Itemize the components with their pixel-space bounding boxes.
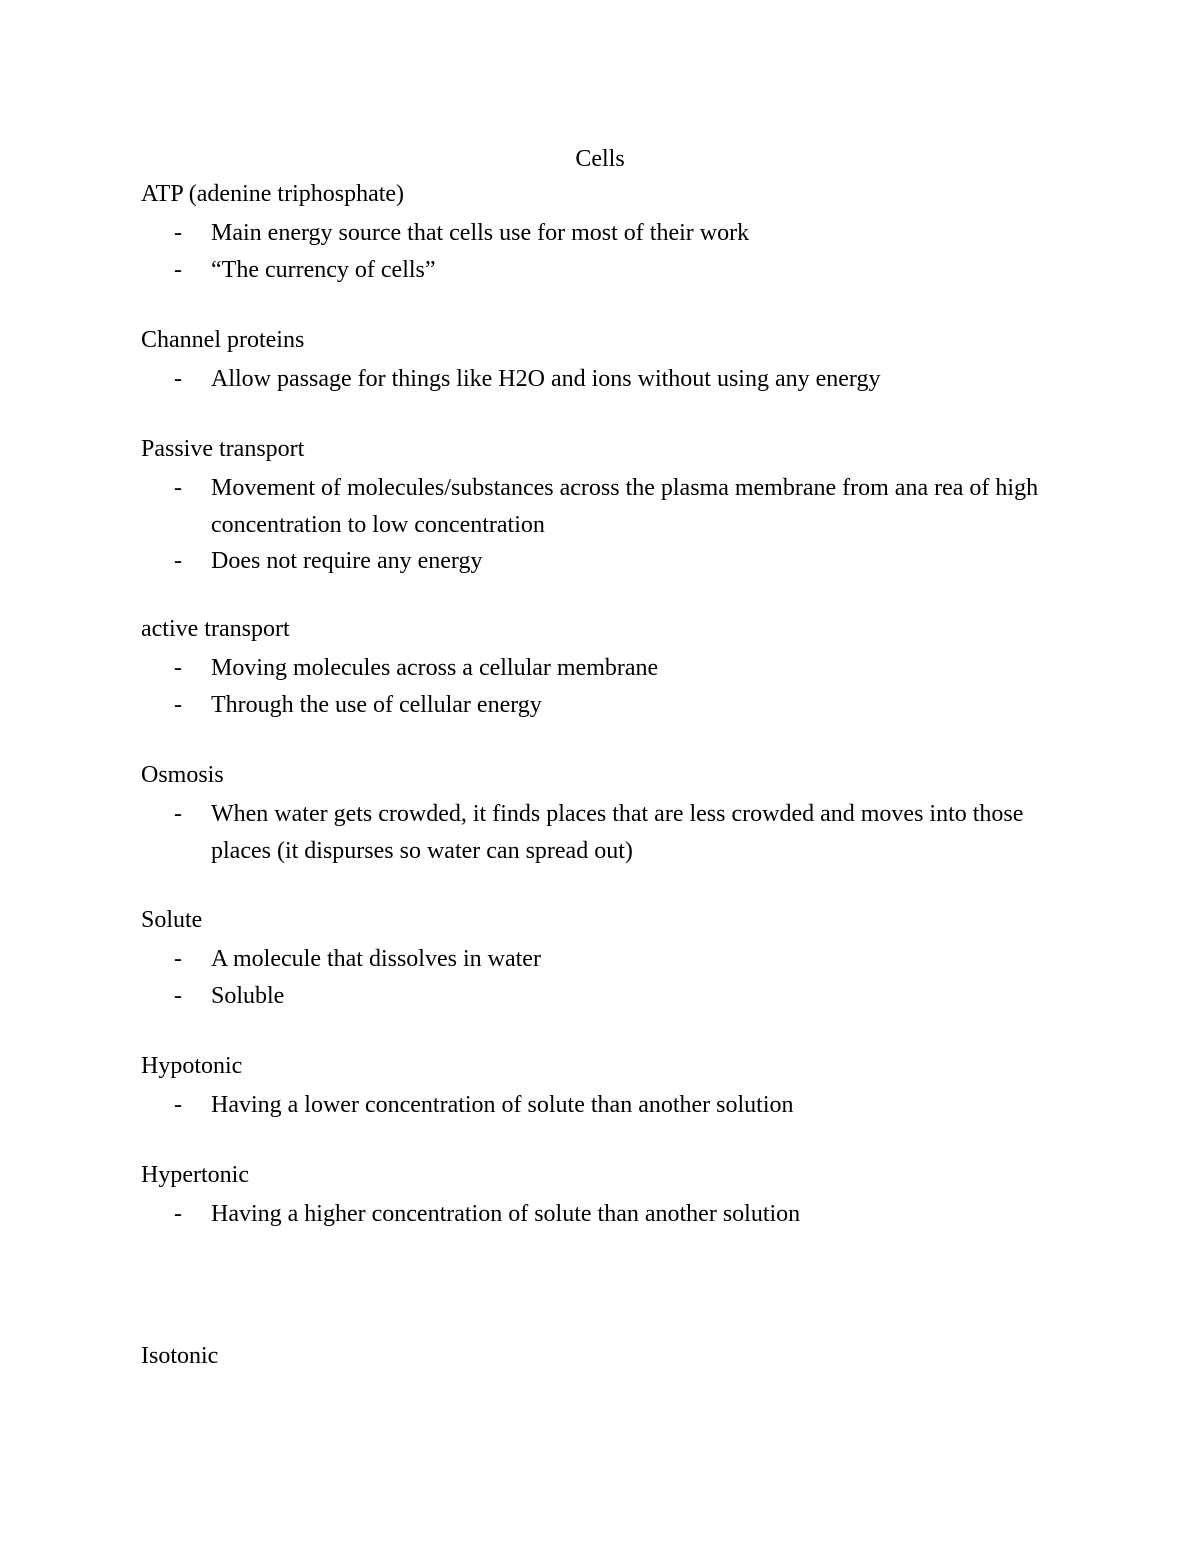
page-title: Cells	[575, 146, 625, 172]
section-heading: Passive transport	[141, 436, 305, 462]
bullet-list	[141, 796, 1061, 869]
section-heading: Isotonic	[141, 1343, 219, 1369]
bullet-dash: -	[174, 366, 182, 392]
section-heading: ATP (adenine triphosphate)	[141, 181, 405, 207]
bullet-list	[141, 941, 1061, 1014]
section-osmosis	[141, 760, 1061, 869]
list-item	[141, 1087, 1061, 1124]
list-item	[141, 796, 1061, 869]
section-heading: Channel proteins	[141, 327, 305, 353]
section-heading: Solute	[141, 907, 203, 933]
list-item-text: A molecule that dissolves in water	[211, 946, 541, 972]
bullet-list	[141, 650, 1061, 723]
bullet-dash: -	[174, 982, 182, 1009]
list-item	[141, 470, 1061, 543]
section-atp	[141, 179, 1061, 288]
list-item	[141, 543, 1061, 580]
bullet-dash: -	[174, 220, 182, 246]
bullet-list	[141, 470, 1061, 580]
bullet-list	[141, 1196, 1061, 1233]
section-passive-transport	[141, 434, 1061, 580]
section-heading: active transport	[141, 616, 290, 642]
list-item-text: Movement of molecules/substances across the plasma membrane from ana rea of high concentration to low concentration	[211, 475, 1039, 538]
list-item-text: Main energy source that cells use for most of their work	[211, 220, 750, 246]
section-heading: Hypotonic	[141, 1053, 243, 1079]
list-item-text: Through the use of cellular energy	[211, 691, 542, 718]
bullet-dash: -	[174, 1201, 182, 1227]
list-item	[141, 215, 1061, 252]
bullet-dash: -	[174, 655, 182, 681]
bullet-dash: -	[174, 946, 182, 972]
section-channel-proteins	[141, 325, 1061, 398]
section-isotonic	[141, 1341, 1061, 1371]
section-hypotonic	[141, 1051, 1061, 1124]
bullet-dash: -	[174, 548, 182, 574]
list-item	[141, 687, 1061, 724]
list-item	[141, 1196, 1061, 1233]
list-item-text: Allow passage for things like H2O and ions without using any energy	[211, 366, 881, 392]
section-heading: Osmosis	[141, 762, 224, 788]
list-item-text: Soluble	[211, 982, 285, 1009]
bullet-dash: -	[174, 801, 182, 827]
bullet-dash: -	[174, 256, 182, 283]
list-item-text: “The currency of cells”	[211, 256, 436, 283]
list-item	[141, 252, 1061, 289]
bullet-dash: -	[174, 691, 182, 718]
bullet-list	[141, 1087, 1061, 1124]
section-active-transport	[141, 614, 1061, 723]
list-item-text: Does not require any energy	[211, 548, 483, 574]
list-item	[141, 941, 1061, 978]
list-item	[141, 361, 1061, 398]
bullet-list	[141, 215, 1061, 288]
list-item-text: Having a lower concentration of solute than another solution	[211, 1092, 794, 1118]
list-item	[141, 978, 1061, 1015]
section-hypertonic	[141, 1160, 1061, 1233]
list-item	[141, 650, 1061, 687]
section-heading: Hypertonic	[141, 1162, 249, 1188]
list-item-text: When water gets crowded, it finds places that are less crowded and moves into those places (it dispurses so water can spread out)	[211, 801, 1024, 864]
section-solute	[141, 905, 1061, 1014]
list-item-text: Moving molecules across a cellular membrane	[211, 655, 659, 681]
bullet-list	[141, 361, 1061, 398]
bullet-dash: -	[174, 1092, 182, 1118]
list-item-text: Having a higher concentration of solute than another solution	[211, 1201, 801, 1227]
bullet-dash: -	[174, 475, 182, 501]
